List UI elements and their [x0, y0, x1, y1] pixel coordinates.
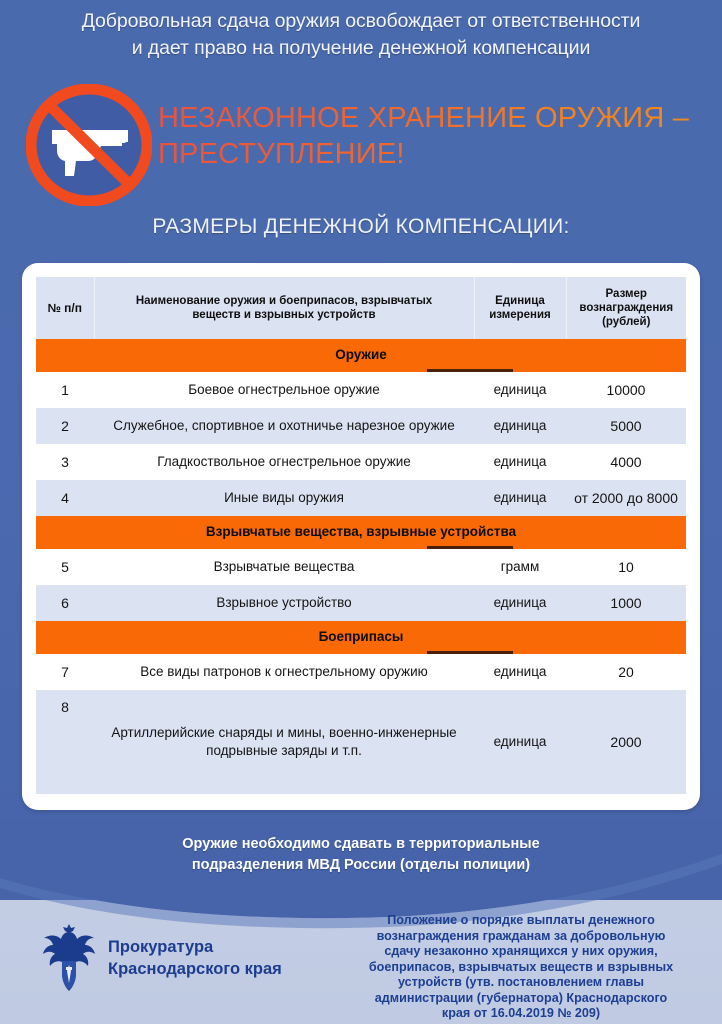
- crime-headline-line2: ПРЕСТУПЛЕНИЕ!: [158, 138, 405, 170]
- surrender-instructions-note: [0, 834, 722, 876]
- row-name: Гладкоствольное огнестрельное оружие: [94, 444, 474, 480]
- organization-line1: Прокуратура: [108, 938, 214, 956]
- row-name: Все виды патронов к огнестрельному оружию: [94, 654, 474, 690]
- row-number: 3: [36, 444, 94, 480]
- section-underline: [427, 369, 513, 372]
- table-body: [36, 339, 686, 794]
- row-name: Боевое огнестрельное оружие: [94, 372, 474, 408]
- legal-line-4: боеприпасов, взрывчатых веществ и взрывных: [368, 959, 674, 974]
- row-amount: 10: [566, 549, 686, 585]
- row-unit: единица: [474, 480, 566, 516]
- organization-line2: Краснодарского края: [108, 960, 282, 978]
- table-row: [36, 549, 686, 585]
- legal-line-1: Положение о порядке выплаты денежного: [387, 913, 655, 927]
- row-amount: от 2000 до 8000: [566, 480, 686, 516]
- table-row: [36, 444, 686, 480]
- table-row: [36, 480, 686, 516]
- page-title-line1: Добровольная сдача оружия освобождает от ответственности: [81, 10, 641, 32]
- row-name: Иные виды оружия: [94, 480, 474, 516]
- column-header-unit-line1: Единица: [495, 295, 545, 307]
- row-name: Служебное, спортивное и охотничье нарезное оружие: [94, 408, 474, 444]
- row-amount: 4000: [566, 444, 686, 480]
- section-header-row: [36, 516, 686, 549]
- section-title-ammunition: Боеприпасы: [36, 621, 686, 654]
- compensation-section-title: РАЗМЕРЫ ДЕНЕЖНОЙ КОМПЕНСАЦИИ:: [152, 215, 570, 238]
- column-header-amount: [566, 277, 686, 339]
- no-gun-prohibition-icon: [26, 84, 152, 206]
- legal-reference-text: [330, 913, 712, 1022]
- crime-headline-line1: НЕЗАКОННОЕ ХРАНЕНИЕ ОРУЖИЯ –: [158, 102, 690, 134]
- row-amount: 1000: [566, 585, 686, 621]
- row-amount: 2000: [566, 690, 686, 794]
- row-number: 1: [36, 372, 94, 408]
- row-number: 5: [36, 549, 94, 585]
- compensation-table-card: [22, 263, 700, 810]
- table-row: [36, 585, 686, 621]
- table-header-row: [36, 277, 686, 339]
- table-row: [36, 654, 686, 690]
- note-line2: подразделения МВД России (отделы полиции): [191, 857, 531, 873]
- section-title-explosives: Взрывчатые вещества, взрывные устройства: [36, 516, 686, 549]
- legal-line-3: сдачу незаконно хранящихся у них оружия,: [384, 944, 658, 958]
- section-underline: [427, 546, 513, 549]
- legal-line-2: вознаграждения гражданам за добровольную: [376, 928, 666, 943]
- column-header-amount-line3: (рублей): [602, 316, 651, 328]
- legal-line-7: края от 16.04.2019 № 209): [441, 1006, 601, 1020]
- row-amount: 5000: [566, 408, 686, 444]
- column-header-name: [94, 277, 474, 339]
- row-unit: единица: [474, 585, 566, 621]
- russian-double-headed-eagle-emblem-icon: [38, 921, 100, 995]
- row-number: 6: [36, 585, 94, 621]
- section-title-weapons: Оружие: [36, 339, 686, 372]
- column-header-amount-line1: Размер: [605, 288, 647, 300]
- section-header-row: [36, 339, 686, 372]
- page-title-line2: и дает право на получение денежной компенсации: [131, 37, 591, 59]
- page-title: [0, 8, 722, 62]
- legal-line-6: администрации (губернатора) Краснодарского: [374, 990, 668, 1005]
- row-unit: единица: [474, 444, 566, 480]
- row-number: 4: [36, 480, 94, 516]
- row-number: 7: [36, 654, 94, 690]
- table-row: [36, 690, 686, 794]
- row-name: Артиллерийские снаряды и мины, военно-инженерные подрывные заряды и т.п.: [94, 690, 474, 794]
- crime-headline: [158, 100, 710, 172]
- table-header: [36, 277, 686, 339]
- compensation-table: [36, 277, 686, 794]
- column-header-amount-line2: вознаграждения: [579, 302, 674, 314]
- row-unit: единица: [474, 654, 566, 690]
- table-row: [36, 408, 686, 444]
- prosecutor-office-name: [108, 936, 282, 980]
- row-amount: 10000: [566, 372, 686, 408]
- column-header-unit: [474, 277, 566, 339]
- section-underline: [427, 651, 513, 654]
- legal-line-5: устройств (утв. постановлением главы: [397, 975, 645, 989]
- column-header-name-line1: Наименование оружия и боеприпасов, взрывчатых: [135, 295, 433, 307]
- row-name: Взрывное устройство: [94, 585, 474, 621]
- row-number: 2: [36, 408, 94, 444]
- column-header-name-line2: веществ и взрывных устройств: [192, 309, 376, 321]
- row-name: Взрывчатые вещества: [94, 549, 474, 585]
- row-unit: грамм: [474, 549, 566, 585]
- footer: [0, 905, 722, 1024]
- column-header-unit-line2: измерения: [489, 309, 551, 321]
- table-row: [36, 372, 686, 408]
- row-unit: единица: [474, 690, 566, 794]
- row-number: 8: [36, 690, 94, 794]
- row-amount: 20: [566, 654, 686, 690]
- row-unit: единица: [474, 408, 566, 444]
- section-header-row: [36, 621, 686, 654]
- note-line1: Оружие необходимо сдавать в территориальные: [182, 836, 540, 852]
- column-header-number: № п/п: [36, 277, 94, 339]
- row-unit: единица: [474, 372, 566, 408]
